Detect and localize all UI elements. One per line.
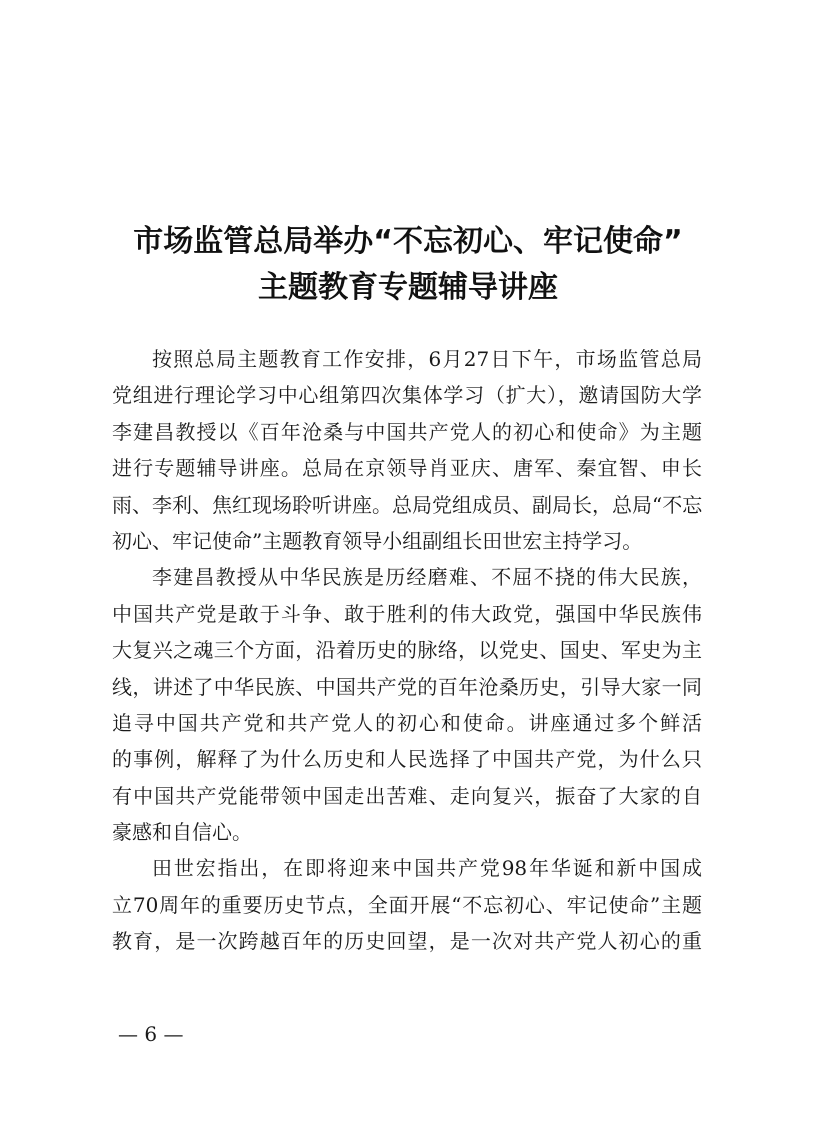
paragraph-2-line-4: 线，讲述了中华民族、中国共产党的百年沧桑历史，引导大家一同 <box>112 674 702 699</box>
paragraph-2-line-1: 李建昌教授从中华民族是历经磨难、不屈不挠的伟大民族， <box>152 565 702 590</box>
document-title-line-2: 主题教育专题辅导讲座 <box>258 270 558 305</box>
paragraph-1-line-3: 李建昌教授以《百年沧桑与中国共产党人的初心和使命》为主题 <box>112 419 702 444</box>
paragraph-1-line-5: 雨、李利、焦红现场聆听讲座。总局党组成员、副局长，总局“不忘 <box>112 492 703 517</box>
paragraph-3-line-3: 教育，是一次跨越百年的历史回望，是一次对共产党人初心的重 <box>112 929 702 954</box>
paragraph-2-line-2: 中国共产党是敢于斗争、敢于胜利的伟大政党，强国中华民族伟 <box>112 601 702 626</box>
paragraph-2-line-7: 有中国共产党能带领中国走出苦难、走向复兴，振奋了大家的自 <box>112 783 702 808</box>
paragraph-3-line-1: 田世宏指出，在即将迎来中国共产党98年华诞和新中国成 <box>152 856 702 881</box>
paragraph-2-line-6: 的事例，解释了为什么历史和人民选择了中国共产党，为什么只 <box>112 747 702 772</box>
document-body <box>112 341 702 960</box>
paragraph-3-line-2: 立70周年的重要历史节点，全面开展“不忘初心、牢记使命”主题 <box>112 892 702 917</box>
page-number: — 6 — <box>118 1022 184 1046</box>
paragraph-2-line-3: 大复兴之魂三个方面，沿着历史的脉络，以党史、国史、军史为主 <box>112 638 702 663</box>
paragraph-1-line-1: 按照总局主题教育工作安排，6月27日下午，市场监管总局 <box>152 347 702 371</box>
document-title-line-1: 市场监管总局举办“不忘初心、牢记使命” <box>133 224 683 259</box>
paragraph-1-line-6: 初心、牢记使命”主题教育领导小组副组长田世宏主持学习。 <box>112 528 643 553</box>
paragraph-1-line-2: 党组进行理论学习中心组第四次集体学习（扩大），邀请国防大学 <box>112 383 702 408</box>
paragraph-1-line-4: 进行专题辅导讲座。总局在京领导肖亚庆、唐军、秦宜智、申长 <box>112 456 702 481</box>
paragraph-2-line-8: 豪感和自信心。 <box>112 820 252 845</box>
paragraph-2-line-5: 追寻中国共产党和共产党人的初心和使命。讲座通过多个鲜活 <box>112 710 702 735</box>
